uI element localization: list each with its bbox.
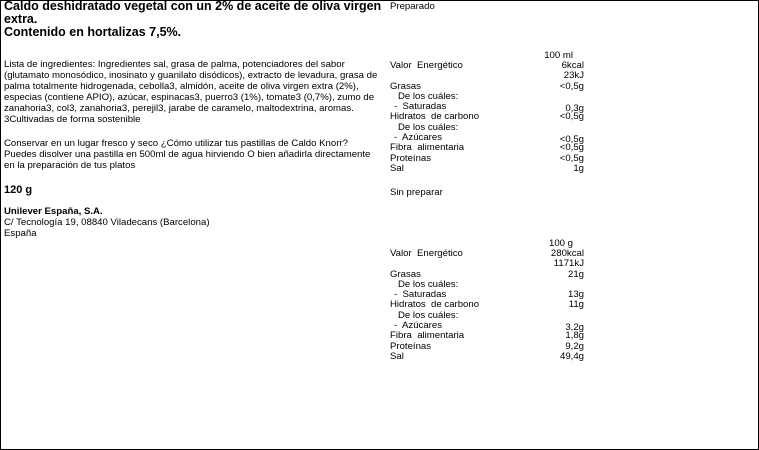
- nutrition-row: [390, 352, 590, 362]
- nutrient-value: <0,5g: [559, 152, 584, 164]
- net-weight: 120 g: [4, 184, 33, 196]
- nutrient-label: - Azúcares: [394, 320, 442, 332]
- nutrient-label: De los cuáles:: [398, 90, 459, 102]
- nutrient-label: Grasas: [390, 268, 421, 280]
- company-country: España: [4, 228, 37, 239]
- nutrient-value: 3,2g: [565, 322, 584, 334]
- nutrient-value: 23kJ: [563, 70, 584, 82]
- nutrient-value: 0,3g: [565, 103, 584, 115]
- unprepared-unit-header: 100 g: [548, 238, 573, 249]
- nutrient-value: 1171kJ: [553, 258, 584, 270]
- company-name: Unilever España, S.A.: [4, 206, 103, 217]
- conservation-text: Conservar en un lugar fresco y seco ¿Cómo utilizar tus pastillas de Caldo Knorr? Puedes disolver una pastilla en 500ml de agua hirviendo O bien añadirla directamente en la preparación de tus platos: [4, 138, 371, 171]
- prepared-unit-header: 100 ml: [544, 50, 573, 61]
- nutrient-label: Proteínas: [390, 340, 432, 352]
- nutrient-label: - Saturadas: [394, 101, 447, 113]
- nutrient-label: De los cuáles:: [398, 278, 459, 290]
- nutrient-label: Hidratos de carbono: [390, 111, 480, 123]
- nutrient-label: - Saturadas: [394, 289, 447, 301]
- nutrient-value: 9,2g: [565, 340, 584, 352]
- nutrient-value: 1,8g: [565, 330, 584, 342]
- nutrient-label: Sal: [390, 162, 404, 174]
- nutrition-row: [390, 154, 590, 164]
- nutrient-label: Hidratos de carbono: [390, 299, 480, 311]
- nutrient-label: Valor Energético: [390, 248, 463, 259]
- product-info-column: [4, 0, 382, 239]
- nutrient-label: Proteínas: [390, 152, 432, 164]
- prepared-label: Preparado: [390, 1, 435, 12]
- nutrient-value: 49,4g: [559, 350, 584, 362]
- nutrient-label: Sal: [390, 350, 404, 362]
- ingredients-text: Lista de ingredientes: Ingredientes sal, grasa de palma, potenciadores del sabor (glutamato monosódico, inosinato y guanilato disódicos), extracto de levadura, grasa de palma totalmente hidrogenada, cebolla3, almidón, aceite de oliva virgen extra (2%), especias (contiene APIO), azúcar, espinacas3, puerro3 (1%), tomate3 (0,7%), zumo de zanahoria3, col3, zanahoria3, perejil3, jarabe de caramelo, maltodextrina, aromas. 3Cultivadas de forma sostenible: [4, 59, 378, 125]
- company-address: C/ Tecnología 19, 08840 Viladecans (Barcelona): [4, 217, 210, 228]
- nutrition-row: [390, 164, 590, 174]
- nutrient-label: Fibra alimentaria: [390, 142, 465, 154]
- nutrition-row: [390, 61, 590, 71]
- nutrient-value: 280kcal: [550, 248, 584, 259]
- nutrient-label: Valor Energético: [390, 60, 463, 71]
- nutrient-value: <0,5g: [559, 142, 584, 154]
- nutrient-label: De los cuáles:: [398, 309, 459, 321]
- nutrient-value: 13g: [567, 289, 584, 301]
- nutrition-table-unprepared: [390, 238, 590, 362]
- nutrient-value: 6kcal: [561, 60, 584, 71]
- nutrient-label: Grasas: [390, 80, 421, 92]
- nutrient-label: De los cuáles:: [398, 121, 459, 133]
- nutrient-value: 21g: [567, 268, 584, 280]
- nutrient-label: Fibra alimentaria: [390, 330, 465, 342]
- nutrient-value: <0,5g: [559, 111, 584, 123]
- nutrient-value: 11g: [568, 299, 584, 311]
- unprepared-label: Sin preparar: [390, 187, 443, 198]
- product-title-line2: Contenido en hortalizas 7,5%.: [4, 25, 182, 39]
- nutrient-label: - Azúcares: [394, 132, 442, 144]
- nutrient-value: <0,5g: [559, 80, 584, 92]
- product-title-line1: Caldo deshidratado vegetal con un 2% de aceite de oliva virgen extra.: [4, 0, 382, 26]
- nutrient-value: <0,5g: [559, 134, 584, 146]
- nutrient-value: 1g: [573, 162, 584, 174]
- nutrition-table-prepared: [390, 50, 590, 174]
